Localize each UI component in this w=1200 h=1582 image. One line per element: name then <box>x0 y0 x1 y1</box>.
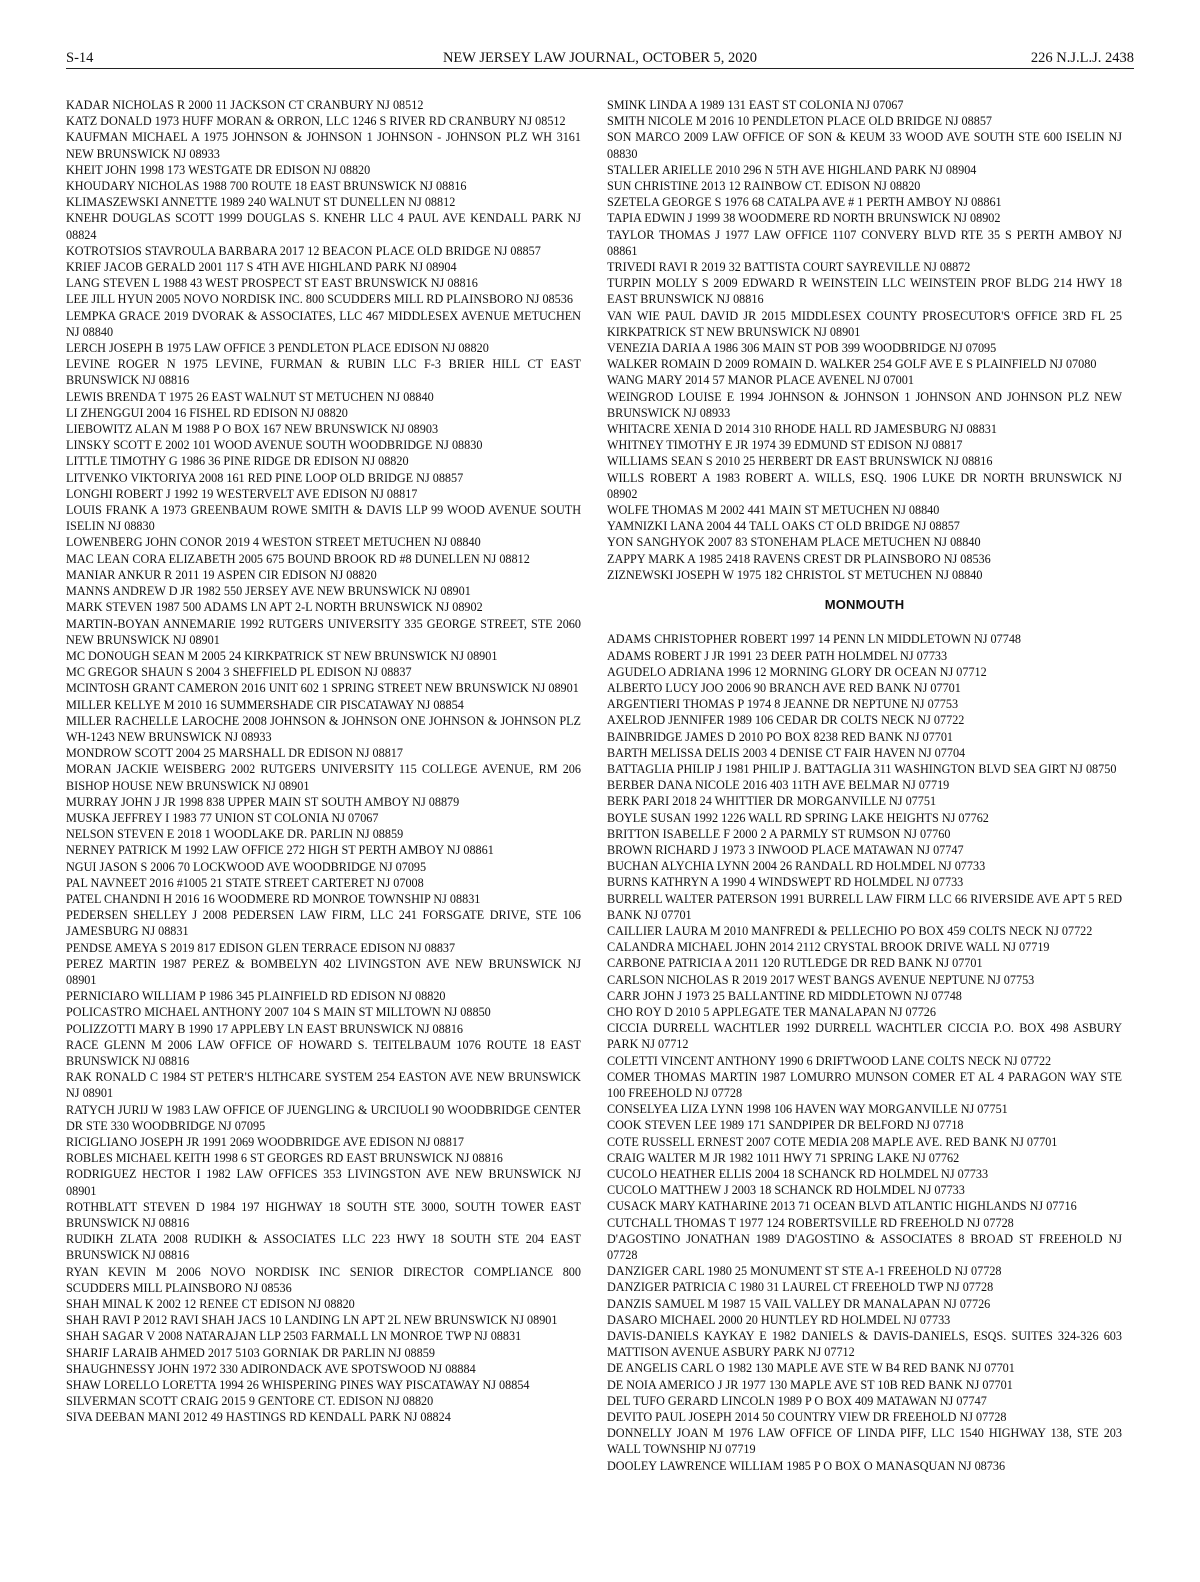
directory-entry: KATZ DONALD 1973 HUFF MORAN & ORRON, LLC 1246 S RIVER RD CRANBURY NJ 08512 <box>66 114 566 129</box>
directory-entry: CUCOLO MATTHEW J 2003 18 SCHANCK RD HOLMDEL NJ 07733 <box>607 1183 965 1198</box>
directory-entry: LOWENBERG JOHN CONOR 2019 4 WESTON STREET METUCHEN NJ 08840 <box>66 535 481 550</box>
directory-entry: RUDIKH ZLATA 2008 RUDIKH & ASSOCIATES LLC 223 HWY 18 SOUTH STE 204 EAST BRUNSWICK NJ 08816 <box>66 1232 581 1263</box>
directory-entry: WHITNEY TIMOTHY E JR 1974 39 EDMUND ST EDISON NJ 08817 <box>607 438 963 453</box>
journal-page <box>66 50 1134 1473</box>
directory-entry: SZETELA GEORGE S 1976 68 CATALPA AVE # 1 PERTH AMBOY NJ 08861 <box>607 195 1002 210</box>
directory-entry: MANNS ANDREW D JR 1982 550 JERSEY AVE NEW BRUNSWICK NJ 08901 <box>66 584 471 599</box>
directory-entry: LIEBOWITZ ALAN M 1988 P O BOX 167 NEW BRUNSWICK NJ 08903 <box>66 422 439 437</box>
directory-entry: POLIZZOTTI MARY B 1990 17 APPLEBY LN EAST BRUNSWICK NJ 08816 <box>66 1021 464 1036</box>
directory-entry: VENEZIA DARIA A 1986 306 MAIN ST POB 399 WOODBRIDGE NJ 07095 <box>607 341 997 356</box>
directory-entry: COMER THOMAS MARTIN 1987 LOMURRO MUNSON COMER ET AL 4 PARAGON WAY STE 100 FREEHOLD NJ 07728 <box>607 1069 1122 1100</box>
directory-entry: DAVIS-DANIELS KAYKAY E 1982 DANIELS & DAVIS-DANIELS, ESQS. SUITES 324-326 603 MATTISON AVENUE ASBURY PARK NJ 07712 <box>607 1329 1122 1360</box>
directory-entry: SIVA DEEBAN MANI 2012 49 HASTINGS RD KENDALL PARK NJ 08824 <box>66 1410 451 1425</box>
directory-entry: PENDSE AMEYA S 2019 817 EDISON GLEN TERRACE EDISON NJ 08837 <box>66 940 456 955</box>
directory-entry: VAN WIE PAUL DAVID JR 2015 MIDDLESEX COUNTY PROSECUTOR'S OFFICE 3RD FL 25 KIRKPATRICK ST NEW BRUNSWICK NJ 08901 <box>607 308 1122 339</box>
directory-entry: BRITTON ISABELLE F 2000 2 A PARMLY ST RUMSON NJ 07760 <box>607 826 951 841</box>
directory-entry: SMITH NICOLE M 2016 10 PENDLETON PLACE OLD BRIDGE NJ 08857 <box>607 114 993 129</box>
directory-entry: MARTIN-BOYAN ANNEMARIE 1992 RUTGERS UNIVERSITY 335 GEORGE STREET, STE 2060 NEW BRUNSWICK NJ 08901 <box>66 616 581 647</box>
directory-entry: ALBERTO LUCY JOO 2006 90 BRANCH AVE RED BANK NJ 07701 <box>607 680 961 695</box>
directory-entry: LEVINE ROGER N 1975 LEVINE, FURMAN & RUBIN LLC F-3 BRIER HILL CT EAST BRUNSWICK NJ 08816 <box>66 357 581 388</box>
directory-entry: LANG STEVEN L 1988 43 WEST PROSPECT ST EAST BRUNSWICK NJ 08816 <box>66 276 478 291</box>
directory-entry: BAINBRIDGE JAMES D 2010 PO BOX 8238 RED BANK NJ 07701 <box>607 729 954 744</box>
directory-entry: AXELROD JENNIFER 1989 106 CEDAR DR COLTS NECK NJ 07722 <box>607 713 965 728</box>
directory-entry: SHAH SAGAR V 2008 NATARAJAN LLP 2503 FARMALL LN MONROE TWP NJ 08831 <box>66 1329 522 1344</box>
directory-entry: DOOLEY LAWRENCE WILLIAM 1985 P O BOX O MANASQUAN NJ 08736 <box>607 1458 1006 1473</box>
directory-entry: SHAH RAVI P 2012 RAVI SHAH JACS 10 LANDING LN APT 2L NEW BRUNSWICK NJ 08901 <box>66 1313 558 1328</box>
directory-entry: SHAUGHNESSY JOHN 1972 330 ADIRONDACK AVE SPOTSWOOD NJ 08884 <box>66 1361 476 1376</box>
directory-entry: DANZIS SAMUEL M 1987 15 VAIL VALLEY DR MANALAPAN NJ 07726 <box>607 1296 991 1311</box>
directory-entry: WANG MARY 2014 57 MANOR PLACE AVENEL NJ 07001 <box>607 373 914 388</box>
directory-entry: MORAN JACKIE WEISBERG 2002 RUTGERS UNIVERSITY 115 COLLEGE AVENUE, RM 206 BISHOP HOUSE NEW BRUNSWICK NJ 08901 <box>66 762 581 793</box>
directory-entry: BERK PARI 2018 24 WHITTIER DR MORGANVILLE NJ 07751 <box>607 794 937 809</box>
directory-entry: CRAIG WALTER M JR 1982 1011 HWY 71 SPRING LAKE NJ 07762 <box>607 1150 960 1165</box>
directory-entry: SMINK LINDA A 1989 131 EAST ST COLONIA NJ 07067 <box>607 98 904 112</box>
directory-entry: LITTLE TIMOTHY G 1986 36 PINE RIDGE DR EDISON NJ 08820 <box>66 454 409 469</box>
directory-entry: WOLFE THOMAS M 2002 441 MAIN ST METUCHEN NJ 08840 <box>607 503 940 518</box>
directory-entry: PERNICIARO WILLIAM P 1986 345 PLAINFIELD RD EDISON NJ 08820 <box>66 989 446 1004</box>
directory-entry: TURPIN MOLLY S 2009 EDWARD R WEINSTEIN LLC WEINSTEIN PROF BLDG 214 HWY 18 EAST BRUNSWICK NJ 08816 <box>607 276 1122 307</box>
directory-entry: MILLER RACHELLE LAROCHE 2008 JOHNSON & JOHNSON ONE JOHNSON & JOHNSON PLZ WH-1243 NEW BRUNSWICK NJ 08933 <box>66 713 581 744</box>
citation: 226 N.J.L.J. 2438 <box>1030 50 1134 66</box>
directory-entry: LI ZHENGGUI 2004 16 FISHEL RD EDISON NJ 08820 <box>66 405 348 420</box>
directory-entry: POLICASTRO MICHAEL ANTHONY 2007 104 S MAIN ST MILLTOWN NJ 08850 <box>66 1005 491 1020</box>
page-number: S-14 <box>66 50 94 66</box>
directory-entry: RATYCH JURIJ W 1983 LAW OFFICE OF JUENGLING & URCIUOLI 90 WOODBRIDGE CENTER DR STE 330 WOODBRIDGE NJ 07095 <box>66 1102 581 1133</box>
directory-entry: WHITACRE XENIA D 2014 310 RHODE HALL RD JAMESBURG NJ 08831 <box>607 422 997 437</box>
directory-entry: BURNS KATHRYN A 1990 4 WINDSWEPT RD HOLMDEL NJ 07733 <box>607 875 964 890</box>
directory-entry: ARGENTIERI THOMAS P 1974 8 JEANNE DR NEPTUNE NJ 07753 <box>607 697 959 712</box>
directory-entry: CARR JOHN J 1973 25 BALLANTINE RD MIDDLETOWN NJ 07748 <box>607 988 962 1003</box>
directory-entry: DANZIGER PATRICIA C 1980 31 LAUREL CT FREEHOLD TWP NJ 07728 <box>607 1280 994 1295</box>
directory-entry: CARBONE PATRICIA A 2011 120 RUTLEDGE DR RED BANK NJ 07701 <box>607 956 983 971</box>
directory-entry: PAL NAVNEET 2016 #1005 21 STATE STREET CARTERET NJ 07008 <box>66 875 424 890</box>
directory-entry: KLIMASZEWSKI ANNETTE 1989 240 WALNUT ST DUNELLEN NJ 08812 <box>66 195 456 210</box>
directory-entry: TAPIA EDWIN J 1999 38 WOODMERE RD NORTH BRUNSWICK NJ 08902 <box>607 211 1001 226</box>
right-column <box>607 97 1122 1474</box>
directory-entry: MANIAR ANKUR R 2011 19 ASPEN CIR EDISON NJ 08820 <box>66 567 377 582</box>
directory-entry: PEDERSEN SHELLEY J 2008 PEDERSEN LAW FIRM, LLC 241 FORSGATE DRIVE, STE 106 JAMESBURG NJ 08831 <box>66 908 581 939</box>
directory-entry: CUCOLO HEATHER ELLIS 2004 18 SCHANCK RD HOLMDEL NJ 07733 <box>607 1167 989 1181</box>
directory-entry: D'AGOSTINO JONATHAN 1989 D'AGOSTINO & ASSOCIATES 8 BROAD ST FREEHOLD NJ 07728 <box>607 1231 1122 1263</box>
directory-entry: KADAR NICHOLAS R 2000 11 JACKSON CT CRANBURY NJ 08512 <box>66 98 424 112</box>
directory-entry: LINSKY SCOTT E 2002 101 WOOD AVENUE SOUTH WOODBRIDGE NJ 08830 <box>66 438 483 453</box>
directory-entry: RAK RONALD C 1984 ST PETER'S HLTHCARE SYSTEM 254 EASTON AVE NEW BRUNSWICK NJ 08901 <box>66 1070 581 1101</box>
directory-entry: KOTROTSIOS STAVROULA BARBARA 2017 12 BEACON PLACE OLD BRIDGE NJ 08857 <box>66 243 541 258</box>
directory-entry: TAYLOR THOMAS J 1977 LAW OFFICE 1107 CONVERY BLVD RTE 35 S PERTH AMBOY NJ 08861 <box>607 227 1122 258</box>
directory-entry: MARK STEVEN 1987 500 ADAMS LN APT 2-L NORTH BRUNSWICK NJ 08902 <box>66 600 483 615</box>
directory-entry: RYAN KEVIN M 2006 NOVO NORDISK INC SENIOR DIRECTOR COMPLIANCE 800 SCUDDERS MILL PLAINSBORO NJ 08536 <box>66 1264 581 1295</box>
directory-entry: ADAMS ROBERT J JR 1991 23 DEER PATH HOLMDEL NJ 07733 <box>607 648 948 663</box>
directory-entry: NERNEY PATRICK M 1992 LAW OFFICE 272 HIGH ST PERTH AMBOY NJ 08861 <box>66 843 494 858</box>
directory-entry: TRIVEDI RAVI R 2019 32 BATTISTA COURT SAYREVILLE NJ 08872 <box>607 260 971 275</box>
directory-entry: BROWN RICHARD J 1973 3 INWOOD PLACE MATAWAN NJ 07747 <box>607 842 964 857</box>
directory-entry: SHAH MINAL K 2002 12 RENEE CT EDISON NJ 08820 <box>66 1297 355 1312</box>
directory-entry: BUCHAN ALYCHIA LYNN 2004 26 RANDALL RD HOLMDEL NJ 07733 <box>607 859 986 874</box>
directory-entry: ADAMS CHRISTOPHER ROBERT 1997 14 PENN LN MIDDLETOWN NJ 07748 <box>607 632 1022 647</box>
directory-entry: WILLIAMS SEAN S 2010 25 HERBERT DR EAST BRUNSWICK NJ 08816 <box>607 454 993 469</box>
directory-entry: MONDROW SCOTT 2004 25 MARSHALL DR EDISON NJ 08817 <box>66 746 403 761</box>
directory-entry: PEREZ MARTIN 1987 PEREZ & BOMBELYN 402 LIVINGSTON AVE NEW BRUNSWICK NJ 08901 <box>66 956 581 987</box>
directory-entry: NELSON STEVEN E 2018 1 WOODLAKE DR. PARLIN NJ 08859 <box>66 827 404 842</box>
directory-entry: LOUIS FRANK A 1973 GREENBAUM ROWE SMITH & DAVIS LLP 99 WOOD AVENUE SOUTH ISELIN NJ 08830 <box>66 503 581 534</box>
directory-entry: DE NOIA AMERICO J JR 1977 130 MAPLE AVE ST 10B RED BANK NJ 07701 <box>607 1377 1013 1392</box>
directory-entry: LERCH JOSEPH B 1975 LAW OFFICE 3 PENDLETON PLACE EDISON NJ 08820 <box>66 341 489 356</box>
directory-entry: MUSKA JEFFREY I 1983 77 UNION ST COLONIA NJ 07067 <box>66 810 379 825</box>
directory-entry: BARTH MELISSA DELIS 2003 4 DENISE CT FAIR HAVEN NJ 07704 <box>607 745 966 760</box>
directory-entry: YAMNIZKI LANA 2004 44 TALL OAKS CT OLD BRIDGE NJ 08857 <box>607 519 960 534</box>
directory-entry: KRIEF JACOB GERALD 2001 117 S 4TH AVE HIGHLAND PARK NJ 08904 <box>66 260 457 275</box>
directory-entry: YON SANGHYOK 2007 83 STONEHAM PLACE METUCHEN NJ 08840 <box>607 535 981 550</box>
directory-entry: CONSELYEA LIZA LYNN 1998 106 HAVEN WAY MORGANVILLE NJ 07751 <box>607 1102 1008 1117</box>
header-rule <box>66 68 1134 69</box>
directory-entry: MILLER KELLYE M 2010 16 SUMMERSHADE CIR PISCATAWAY NJ 08854 <box>66 697 464 712</box>
directory-entry: SHAW LORELLO LORETTA 1994 26 WHISPERING PINES WAY PISCATAWAY NJ 08854 <box>66 1378 530 1393</box>
directory-entry: KAUFMAN MICHAEL A 1975 JOHNSON & JOHNSON 1 JOHNSON - JOHNSON PLZ WH 3161 NEW BRUNSWICK NJ 08933 <box>66 130 581 161</box>
directory-entry: DONNELLY JOAN M 1976 LAW OFFICE OF LINDA PIFF, LLC 1540 HIGHWAY 138, STE 203 WALL TOWNSHIP NJ 07719 <box>607 1426 1122 1457</box>
directory-entry: SHARIF LARAIB AHMED 2017 5103 GORNIAK DR PARLIN NJ 08859 <box>66 1345 435 1360</box>
directory-entry: MCINTOSH GRANT CAMERON 2016 UNIT 602 1 SPRING STREET NEW BRUNSWICK NJ 08901 <box>66 681 579 696</box>
directory-entry: KNEHR DOUGLAS SCOTT 1999 DOUGLAS S. KNEHR LLC 4 PAUL AVE KENDALL PARK NJ 08824 <box>66 211 581 242</box>
directory-entry: ROBLES MICHAEL KEITH 1998 6 ST GEORGES RD EAST BRUNSWICK NJ 08816 <box>66 1151 503 1166</box>
monmouth-list <box>607 631 1122 1474</box>
directory-entry: MURRAY JOHN J JR 1998 838 UPPER MAIN ST SOUTH AMBOY NJ 08879 <box>66 794 460 809</box>
directory-entry: CUSACK MARY KATHARINE 2013 71 OCEAN BLVD ATLANTIC HIGHLANDS NJ 07716 <box>607 1199 1077 1214</box>
directory-entry: MC DONOUGH SEAN M 2005 24 KIRKPATRICK ST NEW BRUNSWICK NJ 08901 <box>66 648 498 663</box>
directory-entry: DEVITO PAUL JOSEPH 2014 50 COUNTRY VIEW DR FREEHOLD NJ 07728 <box>607 1410 1007 1425</box>
directory-entry: WALKER ROMAIN D 2009 ROMAIN D. WALKER 254 GOLF AVE E S PLAINFIELD NJ 07080 <box>607 357 1097 372</box>
directory-entry: MAC LEAN CORA ELIZABETH 2005 675 BOUND BROOK RD #8 DUNELLEN NJ 08812 <box>66 551 530 566</box>
directory-entry: STALLER ARIELLE 2010 296 N 5TH AVE HIGHLAND PARK NJ 08904 <box>607 162 977 177</box>
directory-entry: BATTAGLIA PHILIP J 1981 PHILIP J. BATTAGLIA 311 WASHINGTON BLVD SEA GIRT NJ 08750 <box>607 761 1117 776</box>
directory-entry: COOK STEVEN LEE 1989 171 SANDPIPER DR BELFORD NJ 07718 <box>607 1118 964 1133</box>
directory-entry: WILLS ROBERT A 1983 ROBERT A. WILLS, ESQ. 1906 LUKE DR NORTH BRUNSWICK NJ 08902 <box>607 470 1122 501</box>
directory-entry: BURRELL WALTER PATERSON 1991 BURRELL LAW FIRM LLC 66 RIVERSIDE AVE APT 5 RED BANK NJ 07701 <box>607 891 1122 922</box>
directory-entry: WEINGROD LOUISE E 1994 JOHNSON & JOHNSON 1 JOHNSON AND JOHNSON PLZ NEW BRUNSWICK NJ 08933 <box>607 389 1122 420</box>
middlesex-continued-list <box>607 97 1122 583</box>
directory-entry: AGUDELO ADRIANA 1996 12 MORNING GLORY DR OCEAN NJ 07712 <box>607 664 987 679</box>
directory-entry: LONGHI ROBERT J 1992 19 WESTERVELT AVE EDISON NJ 08817 <box>66 486 418 501</box>
directory-entry: LEE JILL HYUN 2005 NOVO NORDISK INC. 800 SCUDDERS MILL RD PLAINSBORO NJ 08536 <box>66 292 573 307</box>
directory-entry: KHOUDARY NICHOLAS 1988 700 ROUTE 18 EAST BRUNSWICK NJ 08816 <box>66 179 467 194</box>
directory-entry: KHEIT JOHN 1998 173 WESTGATE DR EDISON NJ 08820 <box>66 162 371 177</box>
directory-entry: PATEL CHANDNI H 2016 16 WOODMERE RD MONROE TOWNSHIP NJ 08831 <box>66 891 481 906</box>
directory-entry: DEL TUFO GERARD LINCOLN 1989 P O BOX 409 MATAWAN NJ 07747 <box>607 1393 987 1408</box>
directory-entry: CALANDRA MICHAEL JOHN 2014 2112 CRYSTAL BROOK DRIVE WALL NJ 07719 <box>607 940 1050 955</box>
directory-entry: ZIZNEWSKI JOSEPH W 1975 182 CHRISTOL ST METUCHEN NJ 08840 <box>607 567 983 582</box>
directory-entry: RICIGLIANO JOSEPH JR 1991 2069 WOODBRIDGE AVE EDISON NJ 08817 <box>66 1135 465 1149</box>
directory-entry: LEMPKA GRACE 2019 DVORAK & ASSOCIATES, LLC 467 MIDDLESEX AVENUE METUCHEN NJ 08840 <box>66 308 581 339</box>
directory-entry: CHO ROY D 2010 5 APPLEGATE TER MANALAPAN NJ 07726 <box>607 1004 936 1019</box>
directory-entry: COLETTI VINCENT ANTHONY 1990 6 DRIFTWOOD LANE COLTS NECK NJ 07722 <box>607 1053 1052 1068</box>
page-header <box>66 50 1134 68</box>
directory-entry: DASARO MICHAEL 2000 20 HUNTLEY RD HOLMDEL NJ 07733 <box>607 1312 951 1327</box>
directory-entry: CICCIA DURRELL WACHTLER 1992 DURRELL WACHTLER CICCIA P.O. BOX 498 ASBURY PARK NJ 07712 <box>607 1021 1122 1052</box>
directory-entry: CAILLIER LAURA M 2010 MANFREDI & PELLECHIO PO BOX 459 COLTS NECK NJ 07722 <box>607 923 1093 938</box>
journal-title: NEW JERSEY LAW JOURNAL, OCTOBER 5, 2020 <box>442 50 758 66</box>
directory-entry: CARLSON NICHOLAS R 2019 2017 WEST BANGS AVENUE NEPTUNE NJ 07753 <box>607 972 1035 987</box>
directory-entry: SUN CHRISTINE 2013 12 RAINBOW CT. EDISON NJ 08820 <box>607 179 921 194</box>
directory-entry: ROTHBLATT STEVEN D 1984 197 HIGHWAY 18 SOUTH STE 3000, SOUTH TOWER EAST BRUNSWICK NJ 08816 <box>66 1199 581 1231</box>
directory-entry: COTE RUSSELL ERNEST 2007 COTE MEDIA 208 MAPLE AVE. RED BANK NJ 07701 <box>607 1134 1058 1149</box>
directory-entry: BERBER DANA NICOLE 2016 403 11TH AVE BELMAR NJ 07719 <box>607 778 950 793</box>
directory-entry: CUTCHALL THOMAS T 1977 124 ROBERTSVILLE RD FREEHOLD NJ 07728 <box>607 1215 1014 1230</box>
directory-entry: DANZIGER CARL 1980 25 MONUMENT ST STE A-1 FREEHOLD NJ 07728 <box>607 1264 1002 1279</box>
directory-entry: LITVENKO VIKTORIYA 2008 161 RED PINE LOOP OLD BRIDGE NJ 08857 <box>66 470 464 485</box>
directory-entry: RODRIGUEZ HECTOR I 1982 LAW OFFICES 353 LIVINGSTON AVE NEW BRUNSWICK NJ 08901 <box>66 1167 581 1198</box>
directory-entry: RACE GLENN M 2006 LAW OFFICE OF HOWARD S. TEITELBAUM 1076 ROUTE 18 EAST BRUNSWICK NJ 08816 <box>66 1037 581 1068</box>
directory-entry: BOYLE SUSAN 1992 1226 WALL RD SPRING LAKE HEIGHTS NJ 07762 <box>607 810 989 825</box>
section-heading: MONMOUTH <box>824 597 905 613</box>
directory-entry: NGUI JASON S 2006 70 LOCKWOOD AVE WOODBRIDGE NJ 07095 <box>66 859 427 874</box>
left-column <box>66 97 581 1426</box>
directory-entry: LEWIS BRENDA T 1975 26 EAST WALNUT ST METUCHEN NJ 08840 <box>66 389 434 404</box>
directory-entry: ZAPPY MARK A 1985 2418 RAVENS CREST DR PLAINSBORO NJ 08536 <box>607 551 991 566</box>
directory-entry: SON MARCO 2009 LAW OFFICE OF SON & KEUM 33 WOOD AVE SOUTH STE 600 ISELIN NJ 08830 <box>607 130 1122 161</box>
directory-entry: DE ANGELIS CARL O 1982 130 MAPLE AVE STE W B4 RED BANK NJ 07701 <box>607 1361 1015 1376</box>
directory-entry: SILVERMAN SCOTT CRAIG 2015 9 GENTORE CT. EDISON NJ 08820 <box>66 1394 434 1409</box>
directory-entry: MC GREGOR SHAUN S 2004 3 SHEFFIELD PL EDISON NJ 08837 <box>66 665 412 680</box>
